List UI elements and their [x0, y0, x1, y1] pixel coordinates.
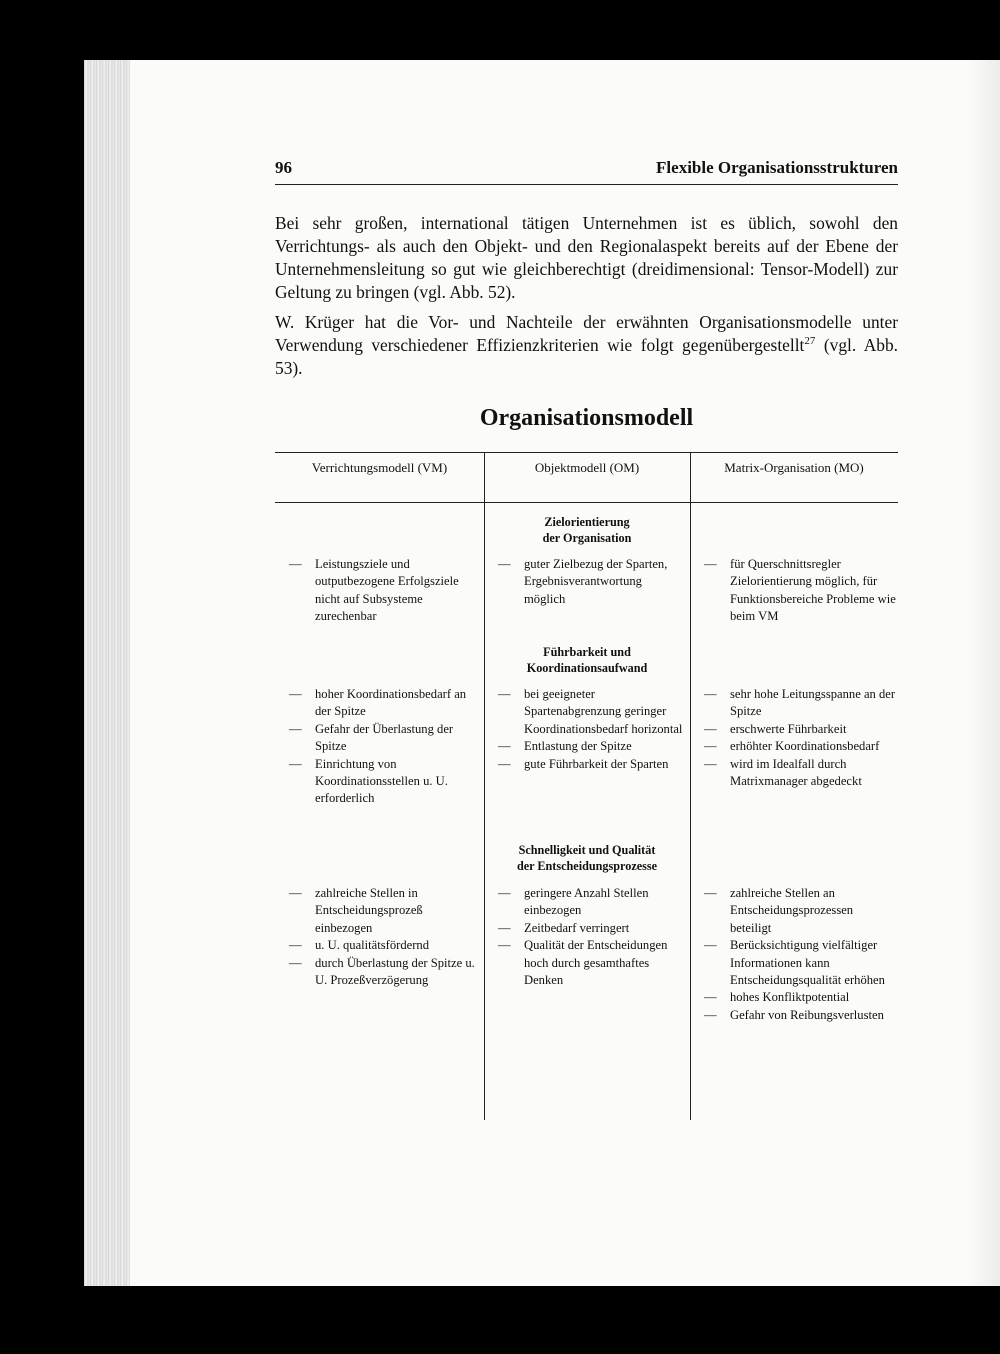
list-item: — Gefahr der Überlastung der Spitze — [285, 721, 479, 756]
column-divider-1 — [484, 452, 485, 1120]
list-item: — geringere Anzahl Stellen einbezogen — [494, 885, 684, 920]
column-header-mo: Matrix-Organisation (MO) — [724, 460, 864, 475]
list-item: — Qualität der Entscheidungen hoch durch gesamthaftes Denken — [494, 937, 684, 989]
list-item: — Zeitbedarf verringert — [494, 920, 684, 937]
list-item: — wird im Idealfall durch Matrixmanager abgedeckt — [700, 756, 896, 791]
list-item: — zahlreiche Stellen in Entscheidungsprozeß einbezogen — [285, 885, 479, 937]
section-heading-line: Schnelligkeit und Qualität — [518, 843, 656, 857]
cell-mo-zielorientierung — [700, 556, 896, 626]
section-heading-line: Zielorientierung — [544, 515, 630, 529]
cell-om-fuehrbarkeit — [494, 686, 684, 773]
column-divider-2 — [690, 452, 691, 1120]
footnote-marker: 27 — [804, 335, 816, 348]
section-heading-line: der Entscheidungsprozesse — [516, 859, 658, 873]
page-right-edge — [968, 60, 1000, 1286]
paragraph-1: Bei sehr großen, international tätigen Unternehmen ist es üblich, sowohl den Verrichtungs- als auch den Objekt- und den Regionalaspekt bereits auf der Ebene der Unternehmensleitung so gut wie gleichberechtigt (dreidimensional: Tensor-Modell) zur Geltung zu bringen (vgl. Abb. 52). — [275, 213, 898, 302]
section-heading-zielorientierung — [484, 514, 690, 546]
list-item: — Gefahr von Reibungsverlusten — [700, 1007, 896, 1024]
list-item: — durch Überlastung der Spitze u. U. Prozeßverzögerung — [285, 955, 479, 990]
list-item: — Entlastung der Spitze — [494, 738, 684, 755]
section-heading-entscheidungsprozesse — [484, 842, 690, 874]
column-header-om: Objektmodell (OM) — [534, 460, 640, 475]
list-item: — Berücksichtigung vielfältiger Informationen kann Entscheidungsqualität erhöhen — [700, 937, 896, 989]
section-heading-fuehrbarkeit — [484, 644, 690, 676]
section-heading-line: Führbarkeit und — [543, 645, 631, 659]
list-item: — erhöhter Koordinationsbedarf — [700, 738, 896, 755]
list-item: — zahlreiche Stellen an Entscheidungsprozessen beteiligt — [700, 885, 896, 937]
paragraph-2-text: W. Krüger hat die Vor- und Nachteile der erwähnten Organisationsmodelle unter Verwendung verschiedener Effizienzkriterien wie folgt gegenübergestellt — [275, 312, 898, 355]
cell-om-zielorientierung — [494, 556, 684, 608]
section-heading-line: der Organisation — [542, 531, 632, 545]
book-spine-edge — [84, 60, 130, 1286]
table-top-rule — [275, 452, 898, 453]
list-item: — erschwerte Führbarkeit — [700, 721, 896, 738]
figure-reference: (vgl. Abb. 53). — [275, 335, 898, 378]
running-title: Flexible Organisationsstrukturen — [656, 158, 898, 177]
running-header — [275, 158, 898, 185]
list-item: — gute Führbarkeit der Sparten — [494, 756, 684, 773]
list-item: — Leistungsziele und outputbezogene Erfolgsziele nicht auf Subsysteme zurechenbar — [285, 556, 479, 626]
cell-mo-entscheidungsprozesse — [700, 885, 896, 1024]
list-item: — sehr hohe Leitungsspanne an der Spitze — [700, 686, 896, 721]
section-heading-line: Koordinationsaufwand — [526, 661, 648, 675]
page-number: 96 — [275, 158, 292, 177]
cell-vm-fuehrbarkeit — [285, 686, 479, 808]
cell-om-entscheidungsprozesse — [494, 885, 684, 989]
cell-vm-entscheidungsprozesse — [285, 885, 479, 989]
list-item: — bei geeigneter Spartenabgrenzung geringer Koordinationsbedarf horizontal — [494, 686, 684, 738]
cell-mo-fuehrbarkeit — [700, 686, 896, 790]
figure-title: Organisationsmodell — [479, 405, 694, 431]
table-header-rule — [275, 502, 898, 503]
column-header-vm: Verrichtungsmodell (VM) — [311, 460, 448, 475]
cell-vm-zielorientierung — [285, 556, 479, 626]
list-item: — hohes Konfliktpotential — [700, 989, 896, 1006]
list-item: — guter Zielbezug der Sparten, Ergebnisverantwortung möglich — [494, 556, 684, 608]
list-item: — Einrichtung von Koordinationsstellen u. U. erforderlich — [285, 756, 479, 808]
list-item: — u. U. qualitätsfördernd — [285, 937, 479, 954]
paragraph-2 — [275, 311, 898, 380]
list-item: — hoher Koordinationsbedarf an der Spitze — [285, 686, 479, 721]
list-item: — für Querschnittsregler Zielorientierung möglich, für Funktionsbereiche Probleme wie beim VM — [700, 556, 896, 626]
